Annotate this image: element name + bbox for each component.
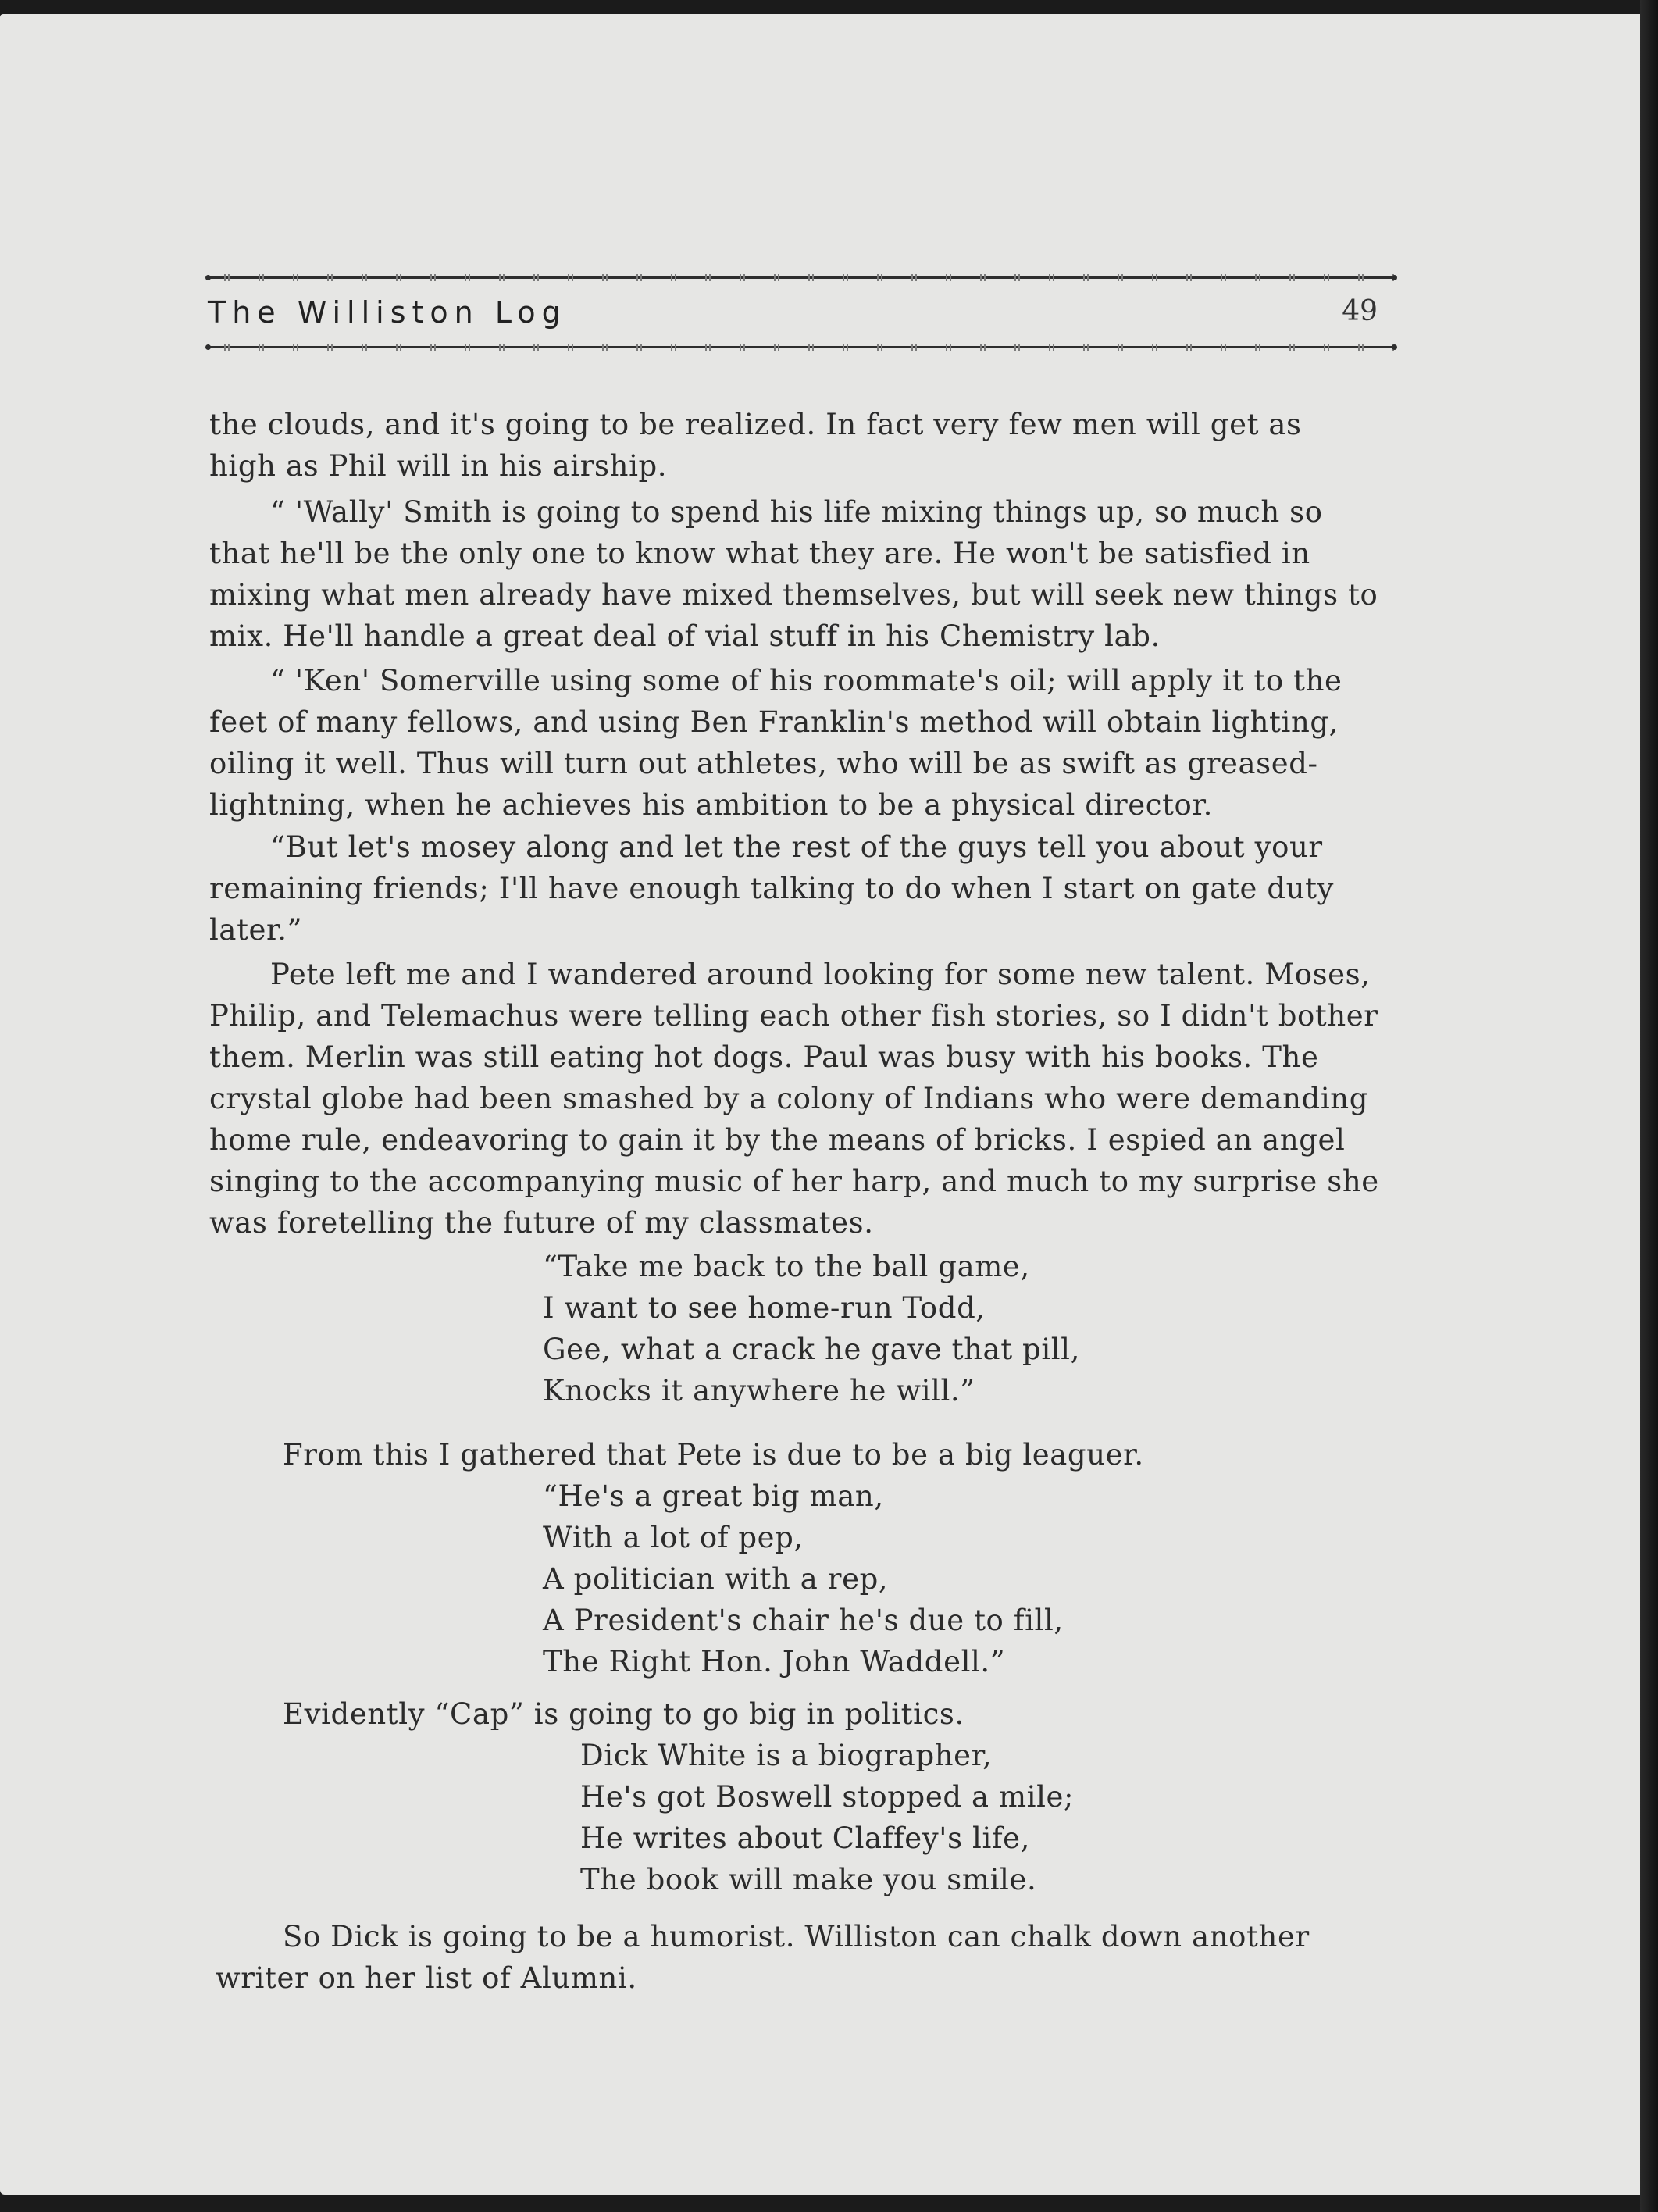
text-line: Philip, and Telemachus were telling each other fish stories, so I didn't bother xyxy=(209,999,1378,1033)
verse-line: The book will make you smile. xyxy=(580,1863,1037,1896)
text-line: From this I gathered that Pete is due to be a big leaguer. xyxy=(283,1438,1144,1472)
text-line: crystal globe had been smashed by a colony of Indians who were demanding xyxy=(209,1082,1368,1115)
text-line: singing to the accompanying music of her harp, and much to my surprise she xyxy=(209,1165,1379,1198)
text-line: So Dick is going to be a humorist. Williston can chalk down another xyxy=(283,1920,1310,1953)
verse-line: Knocks it anywhere he will.” xyxy=(543,1374,975,1407)
text-line: them. Merlin was still eating hot dogs. Paul was busy with his books. The xyxy=(209,1040,1319,1074)
verse-line: I want to see home-run Todd, xyxy=(543,1291,986,1325)
text-line: remaining friends; I'll have enough talking to do when I start on gate duty xyxy=(209,872,1335,905)
verse-line: “Take me back to the ball game, xyxy=(543,1250,1030,1283)
text-line: the clouds, and it's going to be realized. In fact very few men will get as xyxy=(209,408,1302,441)
text-line: that he'll be the only one to know what they are. He won't be satisfied in xyxy=(209,537,1310,570)
text-line: Evidently “Cap” is going to go big in politics. xyxy=(283,1697,964,1731)
text-line: “ 'Ken' Somerville using some of his roommate's oil; will apply it to the xyxy=(270,664,1342,697)
text-line: mixing what men already have mixed themselves, but will seek new things to xyxy=(209,578,1378,612)
text-line: oiling it well. Thus will turn out athletes, who will be as swift as greased- xyxy=(209,747,1318,780)
text-line: home rule, endeavoring to gain it by the means of bricks. I espied an angel xyxy=(209,1123,1346,1157)
text-line: high as Phil will in his airship. xyxy=(209,449,668,483)
header-rule-bottom xyxy=(207,344,1396,351)
book-spine-shadow xyxy=(1640,0,1658,2212)
running-head: The Williston Log xyxy=(208,295,567,330)
text-line: writer on her list of Alumni. xyxy=(216,1961,637,1995)
verse-line: With a lot of pep, xyxy=(543,1521,804,1554)
book-page xyxy=(0,14,1640,2195)
verse-line: “He's a great big man, xyxy=(543,1479,884,1513)
verse-line: He's got Boswell stopped a mile; xyxy=(580,1780,1075,1814)
verse-line: A President's chair he's due to fill, xyxy=(543,1604,1064,1637)
verse-line: Gee, what a crack he gave that pill, xyxy=(543,1333,1080,1366)
text-line: was foretelling the future of my classmates. xyxy=(209,1206,874,1240)
header-rule-top xyxy=(207,274,1396,281)
text-line: later.” xyxy=(209,913,303,947)
text-line: mix. He'll handle a great deal of vial stuff in his Chemistry lab. xyxy=(209,619,1161,653)
text-line: “ 'Wally' Smith is going to spend his life mixing things up, so much so xyxy=(270,495,1323,529)
page-number: 49 xyxy=(1342,295,1378,327)
text-line: feet of many fellows, and using Ben Franklin's method will obtain lighting, xyxy=(209,705,1339,739)
text-line: lightning, when he achieves his ambition to be a physical director. xyxy=(209,788,1213,822)
verse-line: A politician with a rep, xyxy=(543,1562,889,1596)
verse-line: He writes about Claffey's life, xyxy=(580,1821,1031,1855)
verse-line: Dick White is a biographer, xyxy=(580,1739,993,1772)
text-line: “But let's mosey along and let the rest of the guys tell you about your xyxy=(270,830,1323,864)
verse-line: The Right Hon. John Waddell.” xyxy=(543,1645,1006,1679)
text-line: Pete left me and I wandered around looking for some new talent. Moses, xyxy=(270,958,1371,991)
